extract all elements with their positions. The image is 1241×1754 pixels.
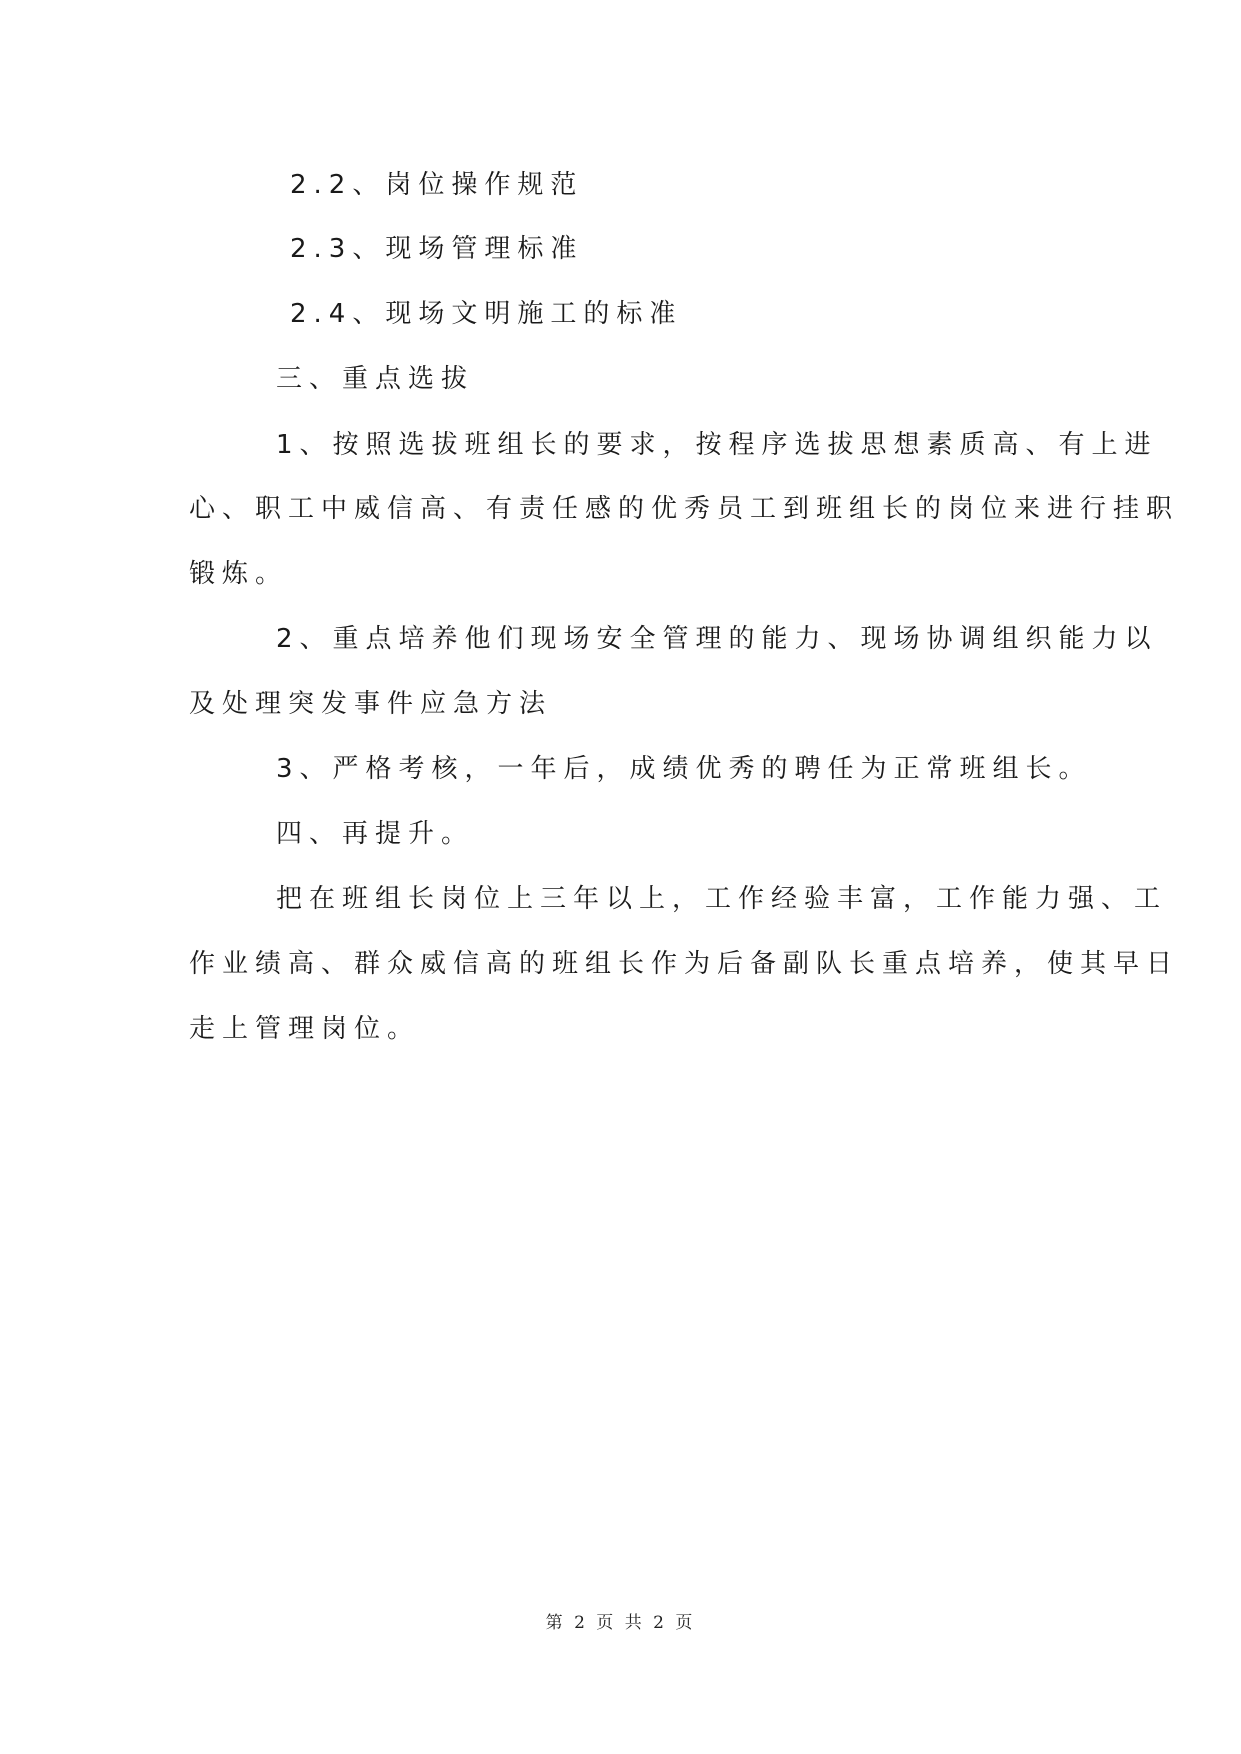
paragraph-1-line-1: 1、按照选拔班组长的要求，按程序选拔思想素质高、有上进 xyxy=(276,430,1158,460)
sub-item-2-3: 2.3、现场管理标准 xyxy=(290,234,584,264)
paragraph-4-line-3: 走上管理岗位。 xyxy=(189,1014,421,1044)
paragraph-4-line-2: 作业绩高、群众威信高的班组长作为后备副队长重点培养，使其早日 xyxy=(189,949,1180,979)
paragraph-1-line-3: 锻炼。 xyxy=(189,559,289,589)
section-heading-3: 三、重点选拔 xyxy=(276,364,475,394)
sub-item-2-2: 2.2、岗位操作规范 xyxy=(290,170,584,200)
section-heading-4: 四、再提升。 xyxy=(276,819,475,849)
sub-item-2-4: 2.4、现场文明施工的标准 xyxy=(290,299,683,329)
paragraph-4-line-1: 把在班组长岗位上三年以上，工作经验丰富，工作能力强、工 xyxy=(276,884,1168,914)
paragraph-2-line-1: 2、重点培养他们现场安全管理的能力、现场协调组织能力以 xyxy=(276,624,1158,654)
paragraph-1-line-2: 心、职工中威信高、有责任感的优秀员工到班组长的岗位来进行挂职 xyxy=(189,494,1180,524)
page-number-footer: 第 2 页 共 2 页 xyxy=(545,1613,696,1633)
paragraph-2-line-2: 及处理突发事件应急方法 xyxy=(189,689,553,719)
paragraph-3: 3、严格考核，一年后，成绩优秀的聘任为正常班组长。 xyxy=(276,754,1092,784)
